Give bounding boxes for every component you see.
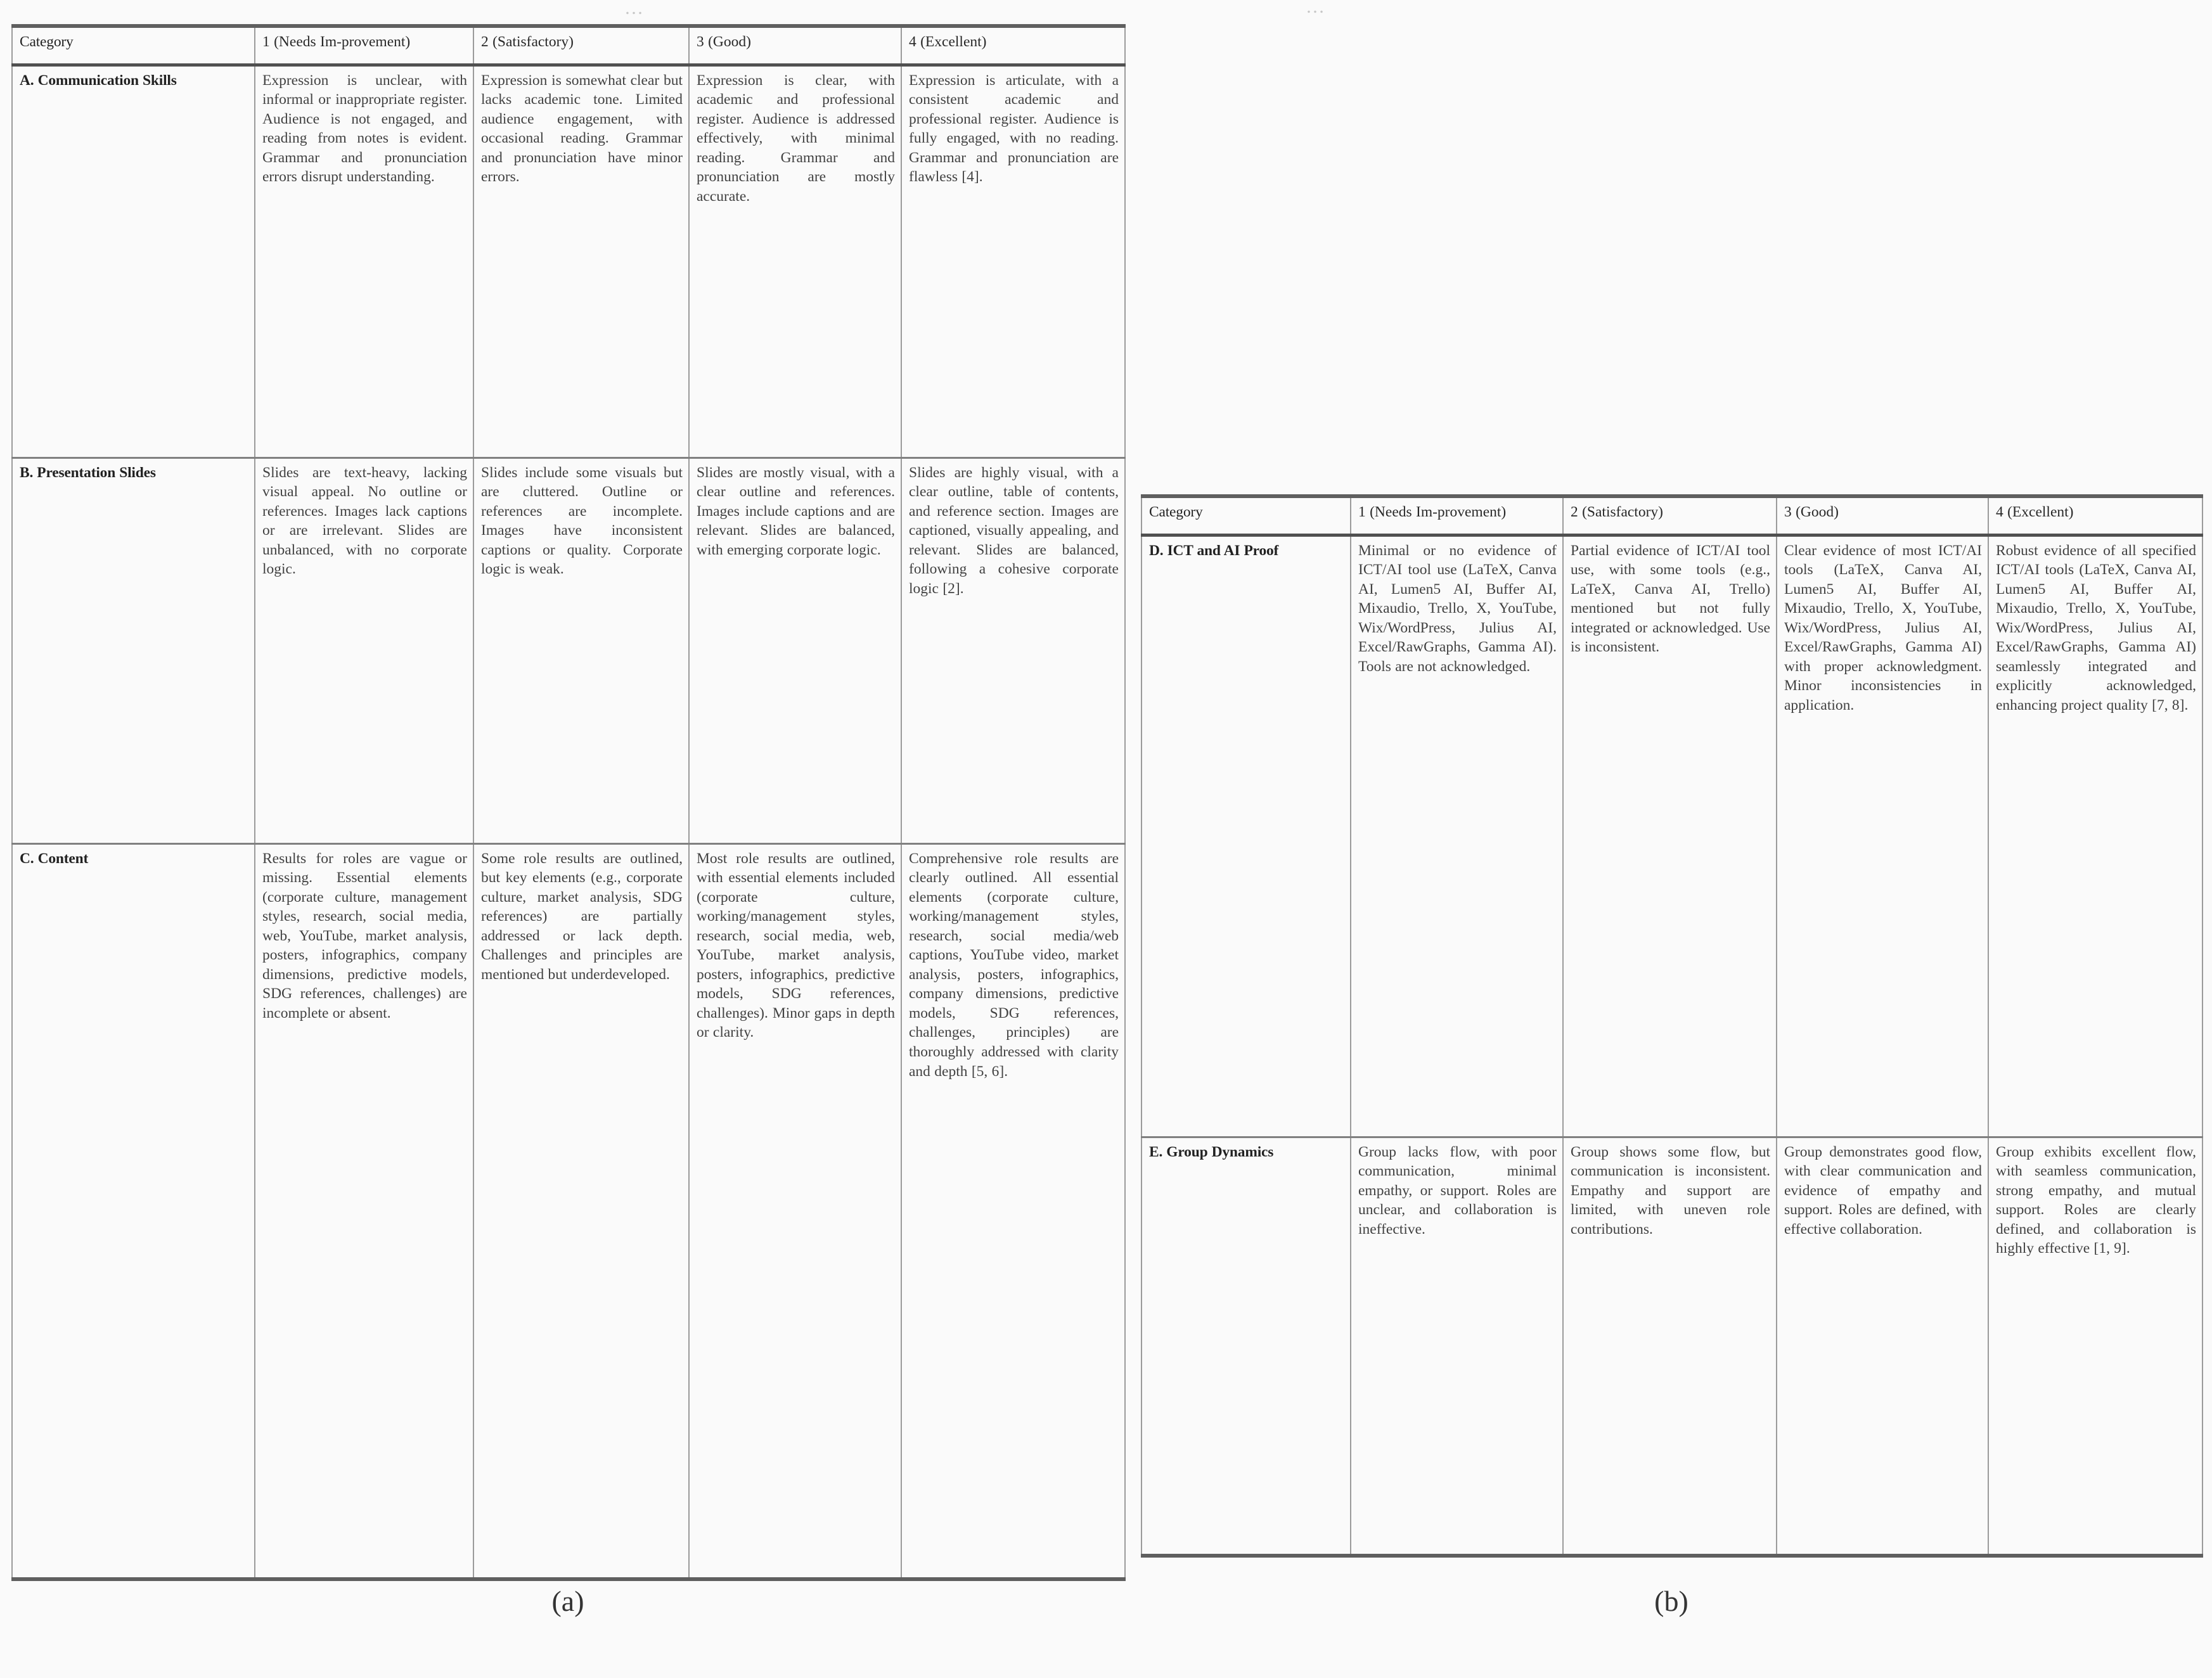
column-header-level-4: 4 (Excellent) — [901, 26, 1125, 65]
table-a-header — [12, 26, 1125, 65]
column-header-level-2: 2 (Satisfactory) — [1563, 496, 1777, 535]
cell-level-4: Robust evidence of all specified ICT/AI tools (LaTeX, Canva AI, Lumen5 AI, Buffer AI, Mixaudio, Trello, X, YouTube, Wix/WordPress, Julius AI, Excel/RawGraphs, Gamma AI) seamlessly integrated and explicitly acknowledged, enhancing project quality [7, 8]. — [1988, 535, 2202, 1137]
scan-artifact-left: … — [624, 0, 644, 18]
column-header-category: Category — [12, 26, 255, 65]
rubric-table-a — [11, 24, 1126, 1581]
rubric-table-b-panel — [1141, 494, 2202, 1558]
cell-level-3: Expression is clear, with academic and professional register. Audience is addressed effectively, with minimal reading. Grammar and pronunciation are mostly accurate. — [689, 65, 901, 458]
column-header-category: Category — [1141, 496, 1351, 535]
table-row — [1141, 1137, 2202, 1556]
row-category-label: E. Group Dynamics — [1141, 1137, 1351, 1556]
table-b-body — [1141, 535, 2202, 1556]
column-header-level-1: 1 (Needs Im-provement) — [1351, 496, 1563, 535]
table-b-header — [1141, 496, 2202, 535]
cell-level-4: Slides are highly visual, with a clear outline, table of contents, and reference section. Images are captioned, visually appealing, and relevant. Slides are balanced, following a cohesive corporate logic [2]. — [901, 458, 1125, 843]
cell-level-3: Clear evidence of most ICT/AI tools (LaTeX, Canva AI, Lumen5 AI, Buffer AI, Mixaudio, Trello, X, YouTube, Wix/WordPress, Julius AI, Excel/RawGraphs, Gamma AI) with proper acknowledgment. Minor inconsistencies in application. — [1777, 535, 1988, 1137]
cell-level-2: Partial evidence of ICT/AI tool use, with some tools (e.g., LaTeX, Canva AI, Trello) mentioned but not fully integrated or acknowledged. Use is inconsistent. — [1563, 535, 1777, 1137]
cell-level-1: Results for roles are vague or missing. Essential elements (corporate culture, management styles, research, social media, web, YouTube, market analysis, posters, infographics, company dimensions, predictive models, SDG references, challenges) are incomplete or absent. — [255, 843, 473, 1579]
row-category-label: A. Communication Skills — [12, 65, 255, 458]
cell-level-4: Group exhibits excellent flow, with seamless communication, strong empathy, and mutual support. Roles are clearly defined, and collaboration is highly effective [1, 9]. — [1988, 1137, 2202, 1556]
cell-level-1: Group lacks flow, with poor communication, minimal empathy, or support. Roles are unclear, and collaboration is ineffective. — [1351, 1137, 1563, 1556]
cell-level-1: Minimal or no evidence of ICT/AI tool use (LaTeX, Canva AI, Lumen5 AI, Buffer AI, Mixaudio, Trello, X, YouTube, Wix/WordPress, Julius AI, Excel/RawGraphs, Gamma AI). Tools are not acknowledged. — [1351, 535, 1563, 1137]
column-header-level-3: 3 (Good) — [1777, 496, 1988, 535]
rubric-table-b — [1141, 494, 2203, 1558]
cell-level-3: Most role results are outlined, with essential elements included (corporate culture, working/management styles, research, social media, web, YouTube, market analysis, posters, infographics, predictive models, SDG references, challenges). Minor gaps in depth or clarity. — [689, 843, 901, 1579]
table-row — [12, 843, 1125, 1579]
subfigure-caption-a: (a) — [551, 1585, 584, 1617]
column-header-level-2: 2 (Satisfactory) — [473, 26, 689, 65]
cell-level-1: Slides are text-heavy, lacking visual appeal. No outline or references. Images lack captions or are irrelevant. Slides are unbalanced, with no corporate logic. — [255, 458, 473, 843]
table-row — [12, 65, 1125, 458]
table-row — [12, 458, 1125, 843]
cell-level-4: Comprehensive role results are clearly outlined. All essential elements (corporate culture, working/management styles, research, social media/web captions, YouTube video, market analysis, posters, infographics, company dimensions, predictive models, SDG references, challenges, principles) are thoroughly addressed with clarity and depth [5, 6]. — [901, 843, 1125, 1579]
table-row-header — [1141, 496, 2202, 535]
cell-level-1: Expression is unclear, with informal or inappropriate register. Audience is not engaged, and reading from notes is evident. Grammar and pronunciation errors disrupt understanding. — [255, 65, 473, 458]
cell-level-2: Expression is somewhat clear but lacks academic tone. Limited audience engagement, with occasional reading. Grammar and pronunciation have minor errors. — [473, 65, 689, 458]
column-header-level-1: 1 (Needs Im-provement) — [255, 26, 473, 65]
cell-level-2: Some role results are outlined, but key elements (e.g., corporate culture, market analysis, SDG references) are partially addressed or lack depth. Challenges and principles are mentioned but underdeveloped. — [473, 843, 689, 1579]
column-header-level-4: 4 (Excellent) — [1988, 496, 2202, 535]
cell-level-2: Slides include some visuals but are cluttered. Outline or references are incomplete. Images have inconsistent captions or quality. Corporate logic is weak. — [473, 458, 689, 843]
cell-level-4: Expression is articulate, with a consistent academic and professional register. Audience is fully engaged, with no reading. Grammar and pronunciation are flawless [4]. — [901, 65, 1125, 458]
scan-artifact-strip — [0, 0, 2212, 25]
cell-level-2: Group shows some flow, but communication is inconsistent. Empathy and support are limited, with uneven role contributions. — [1563, 1137, 1777, 1556]
row-category-label: D. ICT and AI Proof — [1141, 535, 1351, 1137]
table-row — [1141, 535, 2202, 1137]
table-a-body — [12, 65, 1125, 1579]
rubric-table-a-panel — [11, 24, 1124, 1581]
row-category-label: C. Content — [12, 843, 255, 1579]
table-row-header — [12, 26, 1125, 65]
row-category-label: B. Presentation Slides — [12, 458, 255, 843]
cell-level-3: Group demonstrates good flow, with clear communication and evidence of empathy and support. Roles are defined, with effective collaboration. — [1777, 1137, 1988, 1556]
column-header-level-3: 3 (Good) — [689, 26, 901, 65]
cell-level-3: Slides are mostly visual, with a clear outline and references. Images include captions and are relevant. Slides are balanced, with emerging corporate logic. — [689, 458, 901, 843]
scan-artifact-right: … — [1306, 0, 1325, 17]
subfigure-caption-b: (b) — [1654, 1585, 1688, 1617]
